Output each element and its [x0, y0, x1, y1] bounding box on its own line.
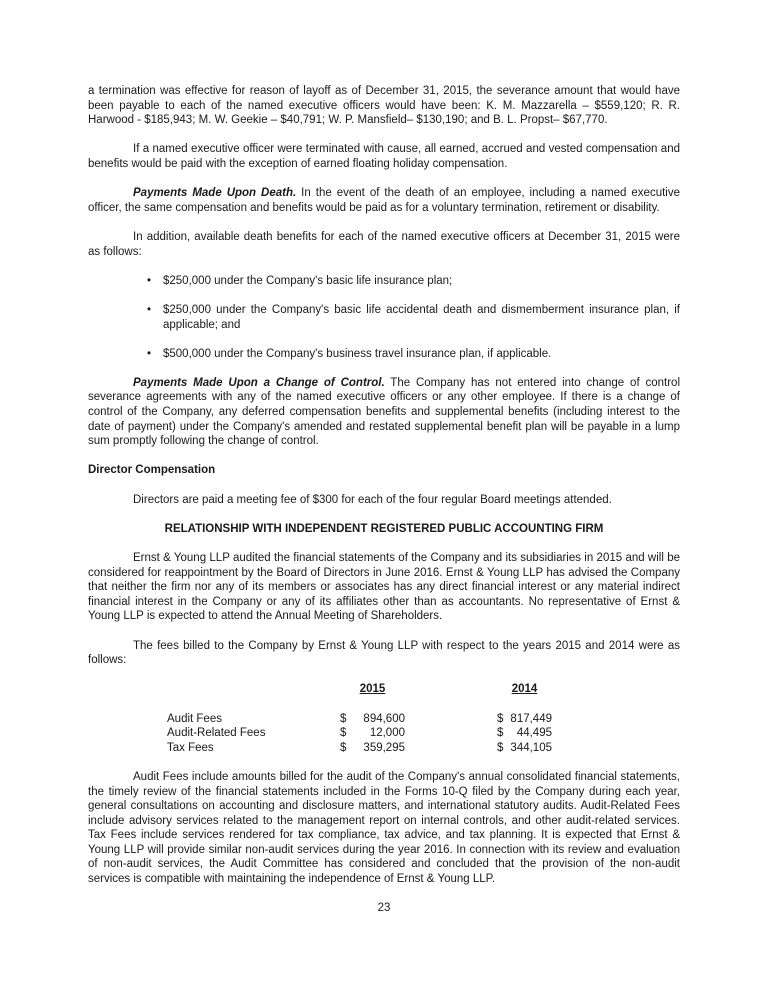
fees-header-spacer — [167, 682, 340, 697]
bullet-icon: • — [147, 347, 152, 360]
paragraph-rest-death: In the event of the death of an employee, including a named executive officer, the same compensation and benefits would be paid as for a voluntary termination, retirement or disability. — [88, 187, 680, 214]
heading-accounting-firm: RELATIONSHIP WITH INDEPENDENT REGISTERED PUBLIC ACCOUNTING FIRM — [164, 522, 604, 535]
paragraph-lead-death: Payments Made Upon Death. — [133, 187, 297, 200]
paragraph-severance-continuation: a termination was effective for reason of layoff as of December 31, 2015, the severance amount that would have been payable to each of the named executive officers would have been: K. M. Mazzarella – $559,120; R. R. Harwood - $185,943; M. W. Geekie – $40,791; W. P. Mansfield– $130,190; and B. L. Propst– $67,770. — [88, 85, 680, 127]
list-item — [147, 303, 680, 332]
paragraph-payments-upon-death — [88, 186, 680, 215]
bullet-icon: • — [147, 303, 152, 316]
fees-cell-2014 — [497, 712, 552, 727]
fees-row-label: Tax Fees — [167, 741, 214, 754]
fees-column-gap — [405, 712, 497, 727]
fees-amount: 44,495 — [516, 727, 552, 740]
table-row — [167, 726, 680, 741]
paragraph-director-fees: Directors are paid a meeting fee of $300 for each of the four regular Board meetings attended. — [133, 493, 612, 506]
fees-header-2014: 2014 — [511, 683, 538, 696]
currency-symbol: $ — [497, 727, 504, 740]
bullet-icon: • — [147, 274, 152, 287]
paragraph-termination-with-cause: If a named executive officer were terminated with cause, all earned, accrued and vested compensation and benefits would be paid with the exception of earned floating holiday compensation. — [88, 143, 680, 170]
fees-column-gap — [405, 726, 497, 741]
paragraph-rest-change-of-control: The Company has not entered into change of control severance agreements with any of the named executive officers or any other employee. If there is a change of control of the Company, any deferred compensation benefits and supplemental benefits (including interest to the date of payment) under the Company's amended and restated supplemental benefit plan will be payable in a lump sum promptly following the change of control. — [88, 376, 680, 448]
fees-table — [167, 682, 680, 755]
list-item — [147, 347, 680, 362]
bullet-text: $250,000 under the Company's basic life accidental death and dismemberment insurance plan, if applicable; and — [163, 303, 680, 331]
paragraph-change-of-control — [88, 376, 680, 449]
paragraph-death-benefits-intro: In addition, available death benefits for each of the named executive officers at December 31, 2015 were as follows: — [88, 230, 680, 258]
fees-amount: 12,000 — [369, 727, 405, 740]
currency-symbol: $ — [497, 712, 504, 725]
fees-amount: 894,600 — [363, 712, 405, 725]
fees-row-label: Audit-Related Fees — [167, 727, 266, 740]
fees-cell-2015 — [340, 726, 405, 741]
fees-cell-2015 — [340, 712, 405, 727]
fees-column-gap — [405, 682, 497, 697]
paragraph-audit-fees-description: Audit Fees include amounts billed for the audit of the Company's annual consolidated financial statements, the timely review of the financial statements included in the Forms 10-Q filed by the Company during each year, general consultations on accounting and disclosure matters, and international statutory audits. Audit-Related Fees include advisory services related to the management report on internal controls, and other audit-related services. Tax Fees include services rendered for tax compliance, tax advice, and tax planning. It is expected that Ernst & Young LLP will provide similar non-audit services during the year 2016. In connection with its review and evaluation of non-audit services, the Audit Committee has considered and concluded that the provision of the non-audit services is compatible with maintaining the independence of Ernst & Young LLP. — [88, 770, 680, 886]
fees-row-label: Audit Fees — [167, 712, 222, 725]
currency-symbol: $ — [340, 741, 347, 754]
table-row — [167, 741, 680, 756]
table-row — [167, 712, 680, 727]
paragraph-fees-intro: The fees billed to the Company by Ernst & Young LLP with respect to the years 2015 and 2014 were as follows: — [88, 639, 680, 667]
fees-table-header — [167, 682, 680, 697]
fees-cell-2014 — [497, 726, 552, 741]
paragraph-lead-change-of-control: Payments Made Upon a Change of Control. — [133, 376, 385, 389]
bullet-text: $500,000 under the Company's business travel insurance plan, if applicable. — [163, 347, 552, 360]
paragraph-ernst-young-audit: Ernst & Young LLP audited the financial statements of the Company and its subsidiaries in 2015 and will be considered for reappointment by the Board of Directors in June 2016. Ernst & Young LLP has advised the Company that neither the firm nor any of its members or associates has any direct financial interest or any material indirect financial interest in the Company or any of its affiliates other than as accountants. No representative of Ernst & Young LLP is expected to attend the Annual Meeting of Shareholders. — [88, 552, 680, 623]
fees-column-gap — [405, 741, 497, 756]
fees-amount: 359,295 — [363, 741, 405, 754]
fees-amount: 817,449 — [510, 712, 552, 725]
fees-amount: 344,105 — [510, 741, 552, 754]
list-item — [147, 274, 680, 289]
currency-symbol: $ — [340, 727, 347, 740]
bullet-text: $250,000 under the Company's basic life insurance plan; — [163, 274, 453, 287]
bullet-list — [147, 274, 680, 362]
currency-symbol: $ — [340, 712, 347, 725]
heading-director-compensation: Director Compensation — [88, 464, 216, 477]
currency-symbol: $ — [497, 741, 504, 754]
fees-cell-2014 — [497, 741, 552, 756]
fees-header-2015: 2015 — [359, 683, 386, 696]
fees-cell-2015 — [340, 741, 405, 756]
page-number: 23 — [377, 902, 391, 915]
